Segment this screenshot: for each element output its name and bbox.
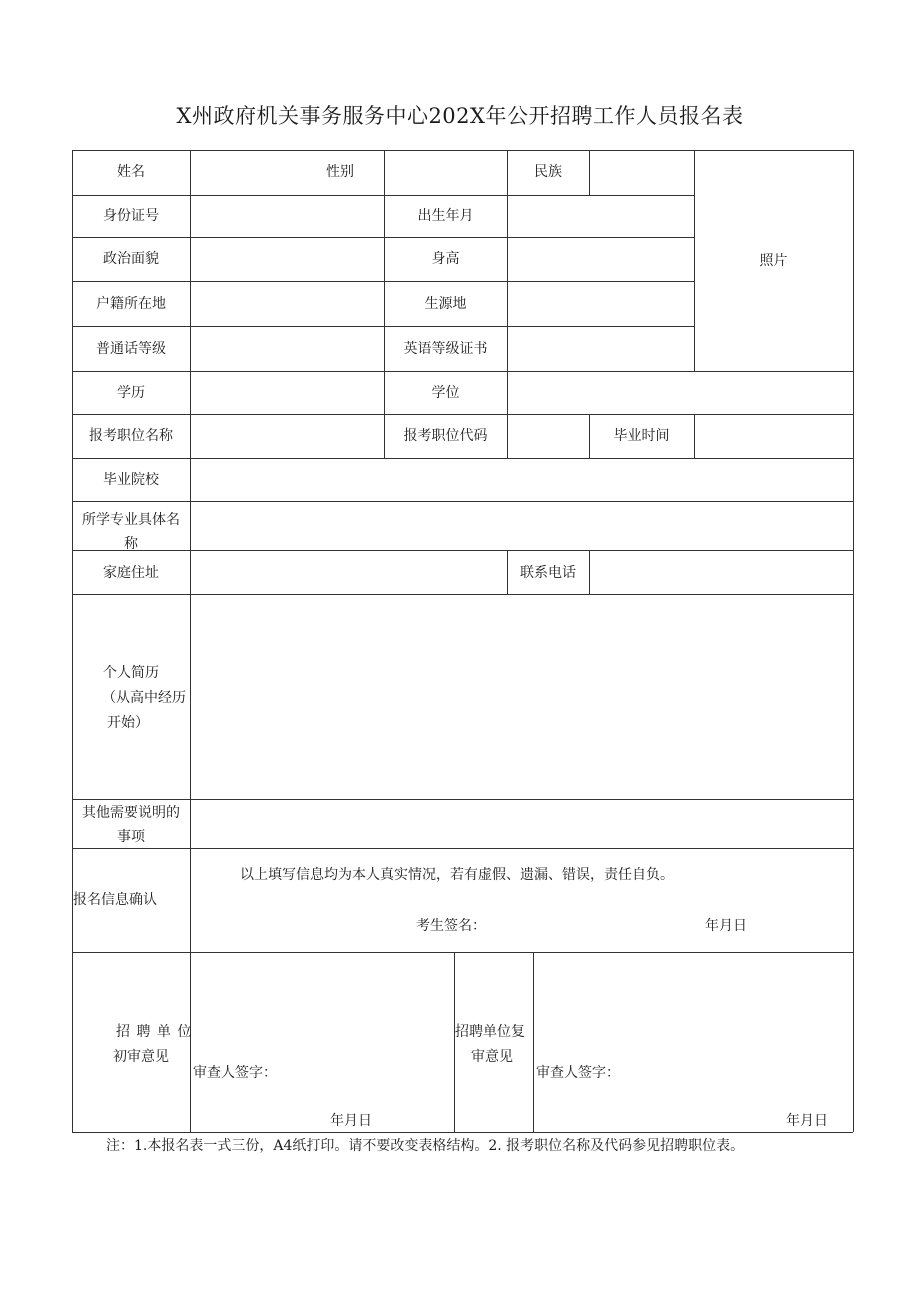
degree-field[interactable]: [508, 372, 853, 414]
initial-review-field[interactable]: [191, 953, 454, 1061]
birth-date-label: 出生年月: [417, 208, 474, 224]
recheck-date-label: 年月日: [786, 1113, 828, 1129]
political-status-label: 政治面貌: [103, 251, 159, 267]
major-field[interactable]: [191, 502, 853, 550]
graduation-time-field[interactable]: [695, 415, 853, 458]
initial-reviewer-signature-label: 审查人签字：: [193, 1065, 277, 1081]
position-code-label: 报考职位代码: [403, 428, 488, 444]
other-label-line1: 其他需要说明的: [82, 805, 180, 821]
candidate-date-label: 年月日: [705, 918, 747, 934]
birth-date-field[interactable]: [508, 196, 694, 237]
name-label: 姓名: [117, 164, 145, 180]
recheck-field[interactable]: [534, 953, 853, 1061]
confirm-label: 报名信息确认: [73, 892, 157, 908]
gender-field[interactable]: [385, 151, 507, 195]
footer-note: 注：1.本报名表一式三份，A4纸打印。请不要改变表格结构。2. 报考职位名称及代码参见招聘职位表。: [106, 1138, 745, 1154]
initial-review-date-label: 年月日: [330, 1113, 372, 1129]
english-certificate-label: 英语等级证书: [403, 341, 488, 357]
candidate-signature-label: 考生签名：: [416, 918, 486, 934]
position-name-field[interactable]: [191, 415, 384, 458]
graduated-school-label: 毕业院校: [103, 472, 159, 488]
mandarin-level-label: 普通话等级: [96, 341, 166, 357]
recheck-label-line1: 招聘单位复: [455, 1024, 525, 1040]
home-address-field[interactable]: [191, 551, 507, 594]
resume-label-line3: 开始）: [107, 715, 149, 731]
name-field[interactable]: [191, 151, 311, 195]
recheck-reviewer-signature-label: 审查人签字：: [536, 1065, 620, 1081]
other-label-line2: 事项: [117, 829, 145, 845]
graduation-time-label: 毕业时间: [613, 428, 670, 444]
id-number-label: 身份证号: [103, 208, 159, 224]
major-label-line1: 所学专业具体名: [82, 512, 180, 528]
major-label-line2: 称: [124, 536, 138, 550]
position-code-field[interactable]: [508, 415, 589, 458]
ethnicity-label: 民族: [534, 164, 562, 180]
english-certificate-field[interactable]: [508, 327, 694, 371]
height-label: 身高: [431, 251, 460, 267]
resume-label-line2: （从高中经历: [102, 690, 186, 706]
phone-field[interactable]: [590, 551, 853, 594]
major-label: [72, 501, 190, 550]
phone-label: 联系电话: [520, 565, 576, 581]
recheck-label-line2: 审意见: [471, 1049, 513, 1065]
confirm-statement: 以上填写信息均为本人真实情况，若有虚假、遗漏、错误，责任自负。: [240, 867, 674, 883]
position-name-label: 报考职位名称: [89, 428, 173, 444]
household-registration-field[interactable]: [191, 282, 384, 326]
initial-review-label-line1: 招 聘 单 位: [116, 1024, 193, 1040]
initial-review-label-line2: 初审意见: [113, 1049, 169, 1065]
resume-label-line1: 个人简历: [103, 665, 159, 681]
political-status-field[interactable]: [191, 238, 384, 281]
height-field[interactable]: [508, 238, 694, 281]
page-title: X州政府机关事务服务中心202X年公开招聘工作人员报名表: [176, 104, 744, 128]
graduated-school-field[interactable]: [191, 459, 853, 501]
origin-label: 生源地: [424, 296, 467, 312]
id-number-field[interactable]: [191, 196, 384, 237]
other-field[interactable]: [191, 800, 853, 848]
gender-label: 性别: [326, 164, 354, 180]
education-field[interactable]: [191, 372, 384, 414]
ethnicity-field[interactable]: [590, 151, 694, 195]
resume-field[interactable]: [191, 595, 853, 799]
home-address-label: 家庭住址: [103, 565, 159, 581]
household-registration-label: 户籍所在地: [96, 296, 166, 312]
photo-label: 照片: [759, 253, 788, 269]
photo-area[interactable]: [695, 151, 853, 371]
degree-label: 学位: [431, 385, 460, 401]
mandarin-level-field[interactable]: [191, 327, 384, 371]
origin-field[interactable]: [508, 282, 694, 326]
education-label: 学历: [117, 385, 145, 401]
